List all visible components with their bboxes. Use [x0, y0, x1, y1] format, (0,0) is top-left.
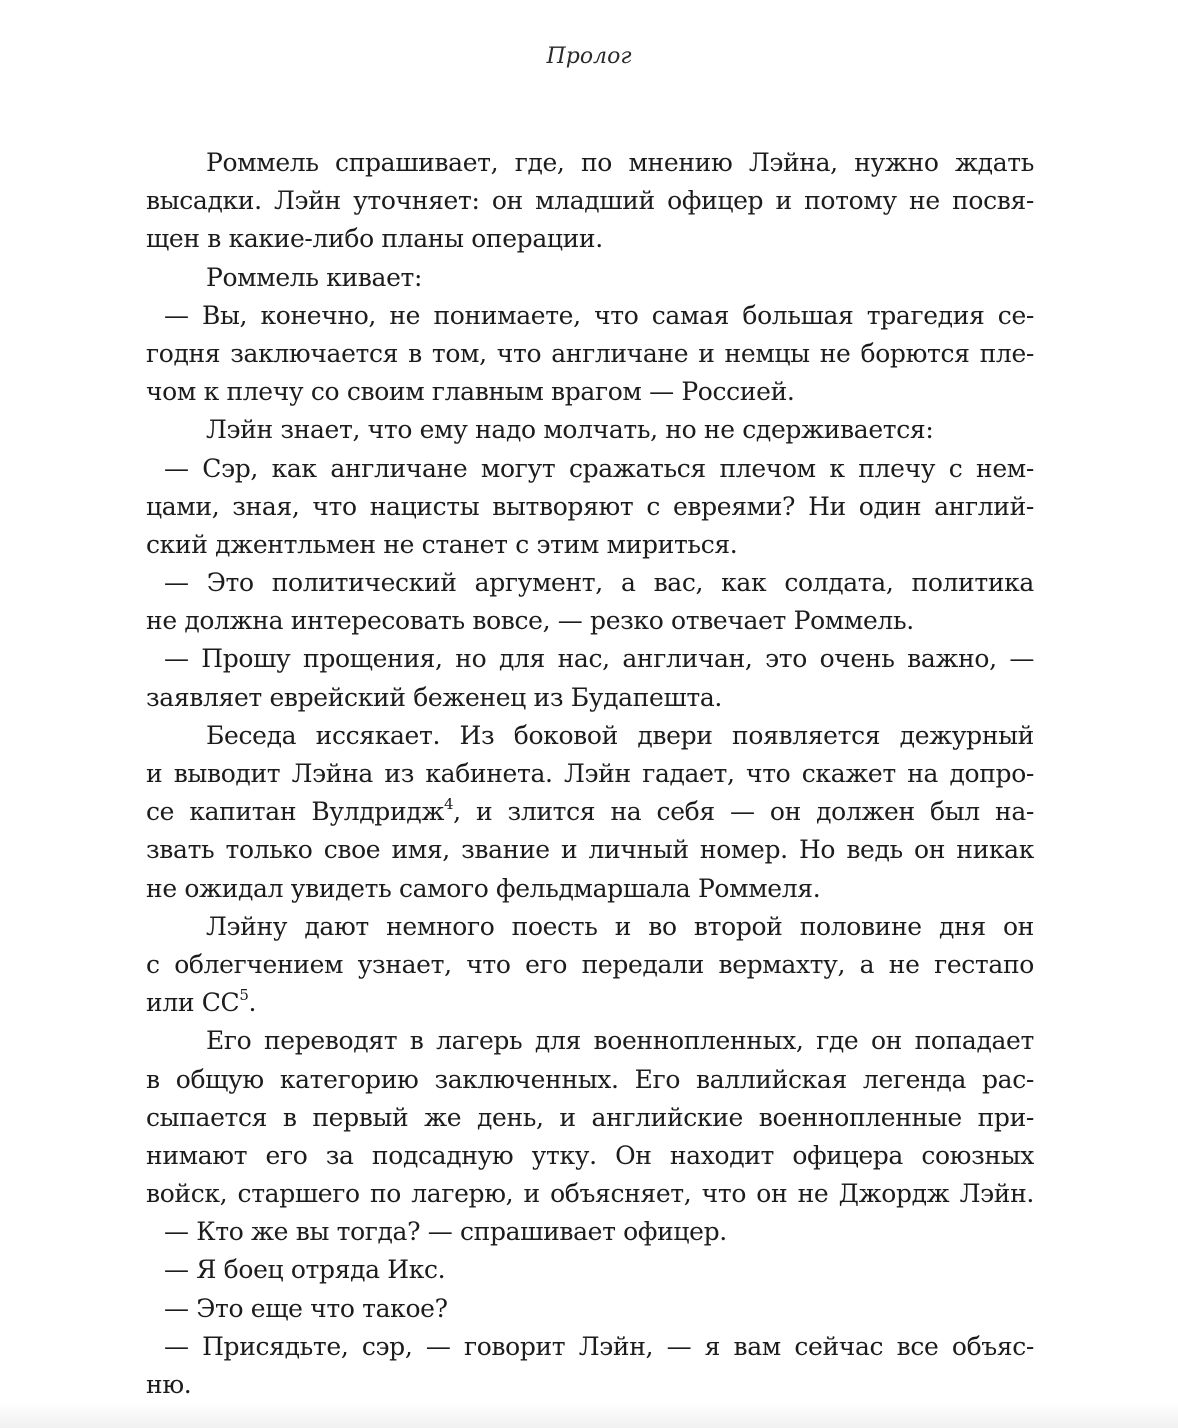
text-line: звать только свое имя, звание и личный номер. Но ведь он никак: [146, 835, 1034, 865]
text-line: Роммель кивает:: [206, 262, 423, 292]
text-line: Лэйн знает, что ему надо молчать, но не сдерживается:: [206, 415, 934, 445]
footnote-ref: 4: [443, 794, 454, 813]
text-line: — Прошу прощения, но для нас, англичан, это очень важно, —: [164, 644, 1034, 674]
text-line: заявляет еврейский беженец из Будапешта.: [146, 682, 722, 712]
text-line: войск, старшего по лагерю, и объясняет, что он не Джордж Лэйн.: [146, 1179, 1034, 1209]
text-line: высадки. Лэйн уточняет: он младший офицер и потому не посвя-: [146, 186, 1034, 216]
text-line: ский джентльмен не станет с этим мириться.: [146, 529, 738, 559]
text-line: с облегчением узнает, что его передали вермахту, а не гестапо: [146, 949, 1034, 979]
text-line: ню.: [146, 1370, 192, 1399]
text-line: Его переводят в лагерь для военнопленных, где он попадает: [206, 1026, 1034, 1056]
text-line: Роммель спрашивает, где, по мнению Лэйна, нужно ждать: [206, 148, 1034, 177]
footnote-ref: 5: [239, 985, 249, 1004]
text-line: не ожидал увидеть самого фельдмаршала Роммеля.: [146, 873, 821, 903]
body-text: [146, 144, 1034, 1404]
text-line: щен в какие-либо планы операции.: [146, 224, 603, 254]
text-line: цами, зная, что нацисты вытворяют с евреями? Ни один англий-: [146, 491, 1034, 521]
text-line: — Присядьте, сэр, — говорит Лэйн, — я вам сейчас все объяс-: [164, 1331, 1034, 1361]
text-line: — Вы, конечно, не понимаете, что самая большая трагедия се-: [164, 300, 1034, 330]
running-head-title: Пролог: [546, 44, 632, 69]
text-line: Беседа иссякает. Из боковой двери появляется дежурный: [206, 720, 1034, 750]
text-line: в общую категорию заключенных. Его валлийская легенда рас-: [146, 1064, 1034, 1094]
text-line: нимают его за подсадную утку. Он находит офицера союзных: [146, 1140, 1034, 1170]
text-line: — Кто же вы тогда? — спрашивает офицер.: [164, 1217, 727, 1247]
text-line: — Сэр, как англичане могут сражаться плечом к плечу с нем-: [164, 453, 1034, 483]
text-line: се капитан Вулдридж$^4$, и злится на себя — он должен был на-: [146, 794, 1034, 827]
text-line: — Это политический аргумент, а вас, как солдата, политика: [164, 568, 1034, 598]
text-line: — Я боец отряда Икс.: [164, 1255, 446, 1285]
text-line: Лэйну дают немного поесть и во второй половине дня он: [206, 911, 1034, 941]
text-line: сыпается в первый же день, и английские военнопленные при-: [146, 1102, 1034, 1132]
text-line: — Это еще что такое?: [164, 1293, 448, 1323]
text-line: не должна интересовать вовсе, — резко отвечает Роммель.: [146, 606, 914, 636]
text-line: или $СС^5$.: [146, 985, 257, 1018]
text-line: и выводит Лэйна из кабинета. Лэйн гадает, что скажет на допро-: [146, 759, 1034, 788]
text-line: чом к плечу со своим главным врагом — Россией.: [146, 377, 795, 407]
page-bottom-edge: [0, 1402, 1178, 1428]
text-line: годня заключается в том, что англичане и немцы не борются пле-: [146, 338, 1034, 368]
